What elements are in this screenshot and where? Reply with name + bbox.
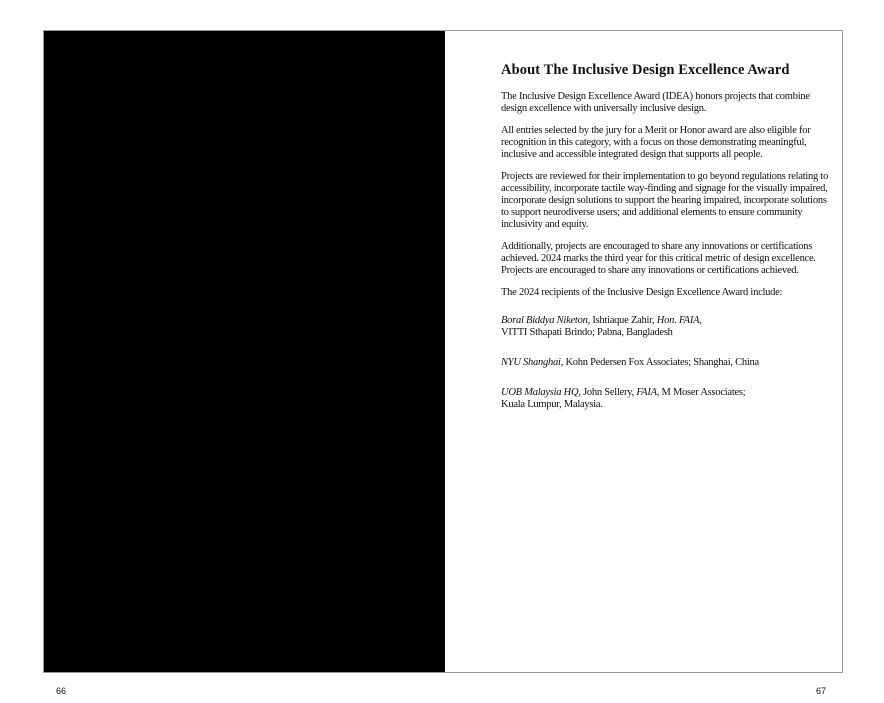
recipient-1: [501, 315, 831, 339]
page-number-left: 66: [56, 686, 67, 696]
paragraph-1: The Inclusive Design Excellence Award (IDEA) honors projects that combine design excellence with universally inclusive design.: [501, 91, 810, 114]
recipient-1-honorific: Hon. FAIA: [656, 315, 700, 326]
right-page: [445, 31, 842, 672]
paragraph-4: Additionally, projects are encouraged to share any innovations or certifications achieved. 2024 marks the third year for this critical metric of design excellence. Projects are encouraged to share any innovations or certifications achieved.: [501, 241, 816, 276]
recipient-1-architect: , Ishtiaque Zahir,: [587, 315, 657, 326]
article-content: [501, 61, 831, 429]
page-number-right: 67: [816, 686, 827, 696]
paragraph-2: All entries selected by the jury for a Merit or Honor award are also eligible for recognition in this category, with a focus on those demonstrating meaningful, inclusive and accessible integrated design that supports all people.: [501, 125, 811, 160]
recipients-intro: The 2024 recipients of the Inclusive Design Excellence Award include:: [501, 287, 783, 298]
recipient-2-details: , Kohn Pedersen Fox Associates; Shanghai, China: [560, 357, 759, 368]
recipient-3-honorific: FAIA: [636, 387, 657, 398]
recipient-3-firm: , M Moser Associates;: [656, 387, 746, 398]
recipient-3-project: UOB Malaysia HQ: [501, 387, 579, 398]
book-spread: [43, 30, 843, 673]
paragraph-3: Projects are reviewed for their implementation to go beyond regulations relating to accessibility, incorporate tactile way-finding and signage for the visually impaired, incorporate design solutions to support the hearing impaired, incorporate solutions to support neurodiverse users; and additional elements to ensure community inclusivity and equity.: [501, 171, 829, 230]
recipient-3: [501, 387, 831, 411]
recipient-1-project: Boral Biddya Niketon: [501, 315, 588, 326]
page-title: About The Inclusive Design Excellence Award: [501, 62, 790, 78]
recipient-1-details: VITTI Sthapati Brindo; Pabna, Bangladesh: [501, 327, 673, 338]
left-page-black-image: [44, 31, 445, 672]
recipient-3-architect: , John Sellery,: [578, 387, 637, 398]
recipient-2-project: NYU Shanghai: [501, 357, 561, 368]
recipient-3-details: Kuala Lumpur, Malaysia.: [501, 399, 603, 410]
recipient-2: [501, 357, 831, 369]
recipient-1-separator: ,: [699, 315, 702, 326]
